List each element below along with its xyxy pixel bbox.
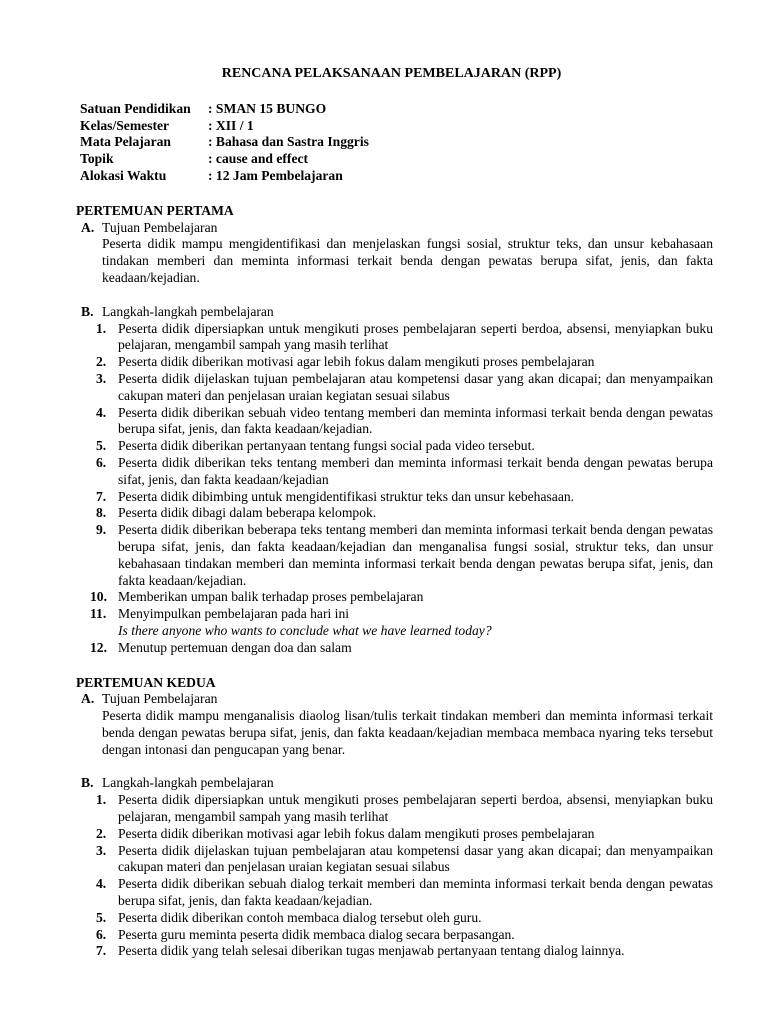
section-heading: Tujuan Pembelajaran	[102, 691, 218, 707]
list-item	[96, 455, 713, 489]
info-row-topik	[80, 151, 713, 168]
step-number: 6.	[96, 926, 107, 942]
list-item	[96, 489, 713, 506]
step-text: Peserta didik diberikan motivasi agar lebih fokus dalam mengikuti proses pembelajaran	[118, 825, 595, 841]
info-value: : XII / 1	[208, 117, 254, 133]
meeting-1-steps-heading	[81, 304, 713, 321]
document-title: RENCANA PELAKSANAAN PEMBELAJARAN (RPP)	[221, 66, 562, 81]
list-item	[96, 522, 713, 589]
section-heading: Tujuan Pembelajaran	[102, 219, 218, 235]
info-value: : 12 Jam Pembelajaran	[208, 167, 343, 183]
list-item	[96, 405, 713, 439]
step-text: Peserta didik dipersiapkan untuk mengikuti proses pembelajaran seperti berdoa, absensi, menyiapkan buku pelajaran, mengambil sampah yang masih terlihat	[118, 320, 713, 353]
section-letter: B.	[81, 775, 94, 791]
list-item	[96, 505, 713, 522]
meeting-1-title: PERTEMUAN PERTAMA	[76, 202, 234, 218]
meeting-2-objective-heading	[81, 691, 713, 708]
step-text: Peserta didik yang telah selesai diberikan tugas menjawab pertanyaan tentang dialog lainnya.	[118, 943, 625, 959]
step-text: Peserta didik diberikan beberapa teks tentang memberi dan meminta informasi terkait benda dengan pewatas berupa sifat, jenis, dan fakta keadaan/kejadian dan menganalisa fungsi sosial, struktur teks, dan unsur kebahasaan tindakan memberi dan meminta informasi terkait benda dengan pewatas berupa sifat, jenis, dan fakta keadaan/kejadian.	[118, 522, 713, 588]
step-text-group	[118, 606, 713, 640]
step-number: 3.	[96, 370, 107, 386]
step-text: Menyimpulkan pembelajaran pada hari ini	[118, 606, 350, 622]
step-number: 4.	[96, 876, 107, 892]
step-example-question: Is there anyone who wants to conclude what we have learned today?	[118, 622, 492, 638]
step-text: Memberikan umpan balik terhadap proses pembelajaran	[118, 589, 424, 605]
step-number: 9.	[96, 522, 107, 538]
list-item	[96, 843, 713, 877]
step-number: 4.	[96, 404, 107, 420]
list-item	[96, 438, 713, 455]
info-row-satuan	[80, 101, 713, 118]
meeting-1-steps-list	[76, 321, 713, 657]
step-text: Peserta didik dijelaskan tujuan pembelajaran atau kompetensi dasar yang akan dicapai; dan menyampaikan cakupan materi dan penjelasan uraian kegiatan sesuai silabus	[118, 842, 713, 875]
section-heading: Langkah-langkah pembelajaran	[102, 775, 274, 791]
list-item	[96, 354, 713, 371]
step-number: 10.	[90, 589, 107, 605]
info-label: Mata Pelajaran	[80, 134, 171, 150]
step-number: 1.	[96, 320, 107, 336]
step-number: 11.	[90, 606, 107, 622]
info-value: : Bahasa dan Sastra Inggris	[208, 134, 369, 150]
step-number: 7.	[96, 488, 107, 504]
list-item	[90, 606, 713, 640]
step-number: 8.	[96, 505, 107, 521]
step-text: Peserta didik diberikan contoh membaca dialog tersebut oleh guru.	[118, 909, 482, 925]
step-text: Peserta didik diberikan sebuah video tentang memberi dan meminta informasi terkait benda dengan pewatas berupa sifat, jenis, dan fakta keadaan/kejadian.	[118, 404, 713, 437]
list-item	[96, 876, 713, 910]
step-text: Peserta didik diberikan pertanyaan tentang fungsi social pada video tersebut.	[118, 438, 535, 454]
info-label: Topik	[80, 151, 114, 167]
step-number: 5.	[96, 438, 107, 454]
step-number: 7.	[96, 943, 107, 959]
list-item	[96, 826, 713, 843]
section-letter: A.	[81, 219, 95, 235]
meeting-1-objective-text: Peserta didik mampu mengidentifikasi dan menjelaskan fungsi sosial, struktur teks, dan unsur kebahasaan tindakan memberi dan meminta informasi terkait benda dengan pewatas berupa sifat, jenis, dan fakta keadaan/kejadian.	[102, 236, 713, 285]
meeting-2-steps-heading	[81, 775, 713, 792]
meeting-2-objective-text: Peserta didik mampu menganalisis diaolog lisan/tulis terkait tindakan memberi dan meminta informasi terkait benda dengan pewatas berupa sifat, jenis, dan fakta keadaan/kejadian membaca membaca nyaring teks tersebut dengan intonasi dan pengucapan yang benar.	[102, 708, 713, 757]
step-number: 3.	[96, 842, 107, 858]
section-heading: Langkah-langkah pembelajaran	[102, 303, 274, 319]
step-text: Peserta didik dibimbing untuk mengidentifikasi struktur teks dan unsur kebehasaan.	[118, 488, 575, 504]
info-row-alokasi	[80, 168, 713, 185]
step-text: Peserta didik diberikan motivasi agar lebih fokus dalam mengikuti proses pembelajaran	[118, 354, 595, 370]
step-number: 6.	[96, 454, 107, 470]
step-number: 12.	[90, 639, 107, 655]
section-letter: B.	[81, 303, 94, 319]
list-item	[90, 589, 713, 606]
section-letter: A.	[81, 691, 95, 707]
info-value: : cause and effect	[208, 151, 309, 167]
list-item	[96, 321, 713, 355]
meeting-1-objective-heading	[81, 220, 713, 237]
meeting-2-title: PERTEMUAN KEDUA	[76, 674, 216, 690]
info-table	[80, 101, 713, 185]
info-label: Alokasi Waktu	[80, 167, 167, 183]
step-text: Peserta didik dipersiapkan untuk mengikuti proses pembelajaran seperti berdoa, absensi, menyiapkan buku pelajaran, mengambil sampah yang masih terlihat	[118, 792, 713, 825]
info-label: Satuan Pendidikan	[80, 100, 191, 116]
info-value: : SMAN 15 BUNGO	[208, 100, 327, 116]
step-number: 5.	[96, 909, 107, 925]
step-text: Peserta didik dibagi dalam beberapa kelompok.	[118, 505, 377, 521]
info-label: Kelas/Semester	[80, 117, 170, 133]
info-row-kelas	[80, 118, 713, 135]
step-number: 1.	[96, 792, 107, 808]
step-text: Menutup pertemuan dengan doa dan salam	[118, 639, 352, 655]
info-row-mapel	[80, 134, 713, 151]
list-item	[96, 910, 713, 927]
list-item	[96, 927, 713, 944]
step-text: Peserta didik dijelaskan tujuan pembelajaran atau kompetensi dasar yang akan dicapai; dan menyampaikan cakupan materi dan penjelasan uraian kegiatan sesuai silabus	[118, 370, 713, 403]
meeting-2-steps-list	[76, 792, 713, 960]
step-number: 2.	[96, 825, 107, 841]
list-item	[96, 371, 713, 405]
list-item	[96, 792, 713, 826]
step-text: Peserta didik diberikan sebuah dialog terkait memberi dan meminta informasi terkait benda dengan pewatas berupa sifat, jenis, dan fakta keadaan/kejadian.	[118, 876, 713, 909]
step-text: Peserta didik diberikan teks tentang memberi dan meminta informasi terkait benda dengan pewatas berupa sifat, jenis, dan fakta keadaan/kejadian	[118, 454, 713, 487]
step-number: 2.	[96, 354, 107, 370]
step-text: Peserta guru meminta peserta didik membaca dialog secara berpasangan.	[118, 926, 515, 942]
list-item	[90, 639, 713, 657]
list-item	[96, 943, 713, 960]
